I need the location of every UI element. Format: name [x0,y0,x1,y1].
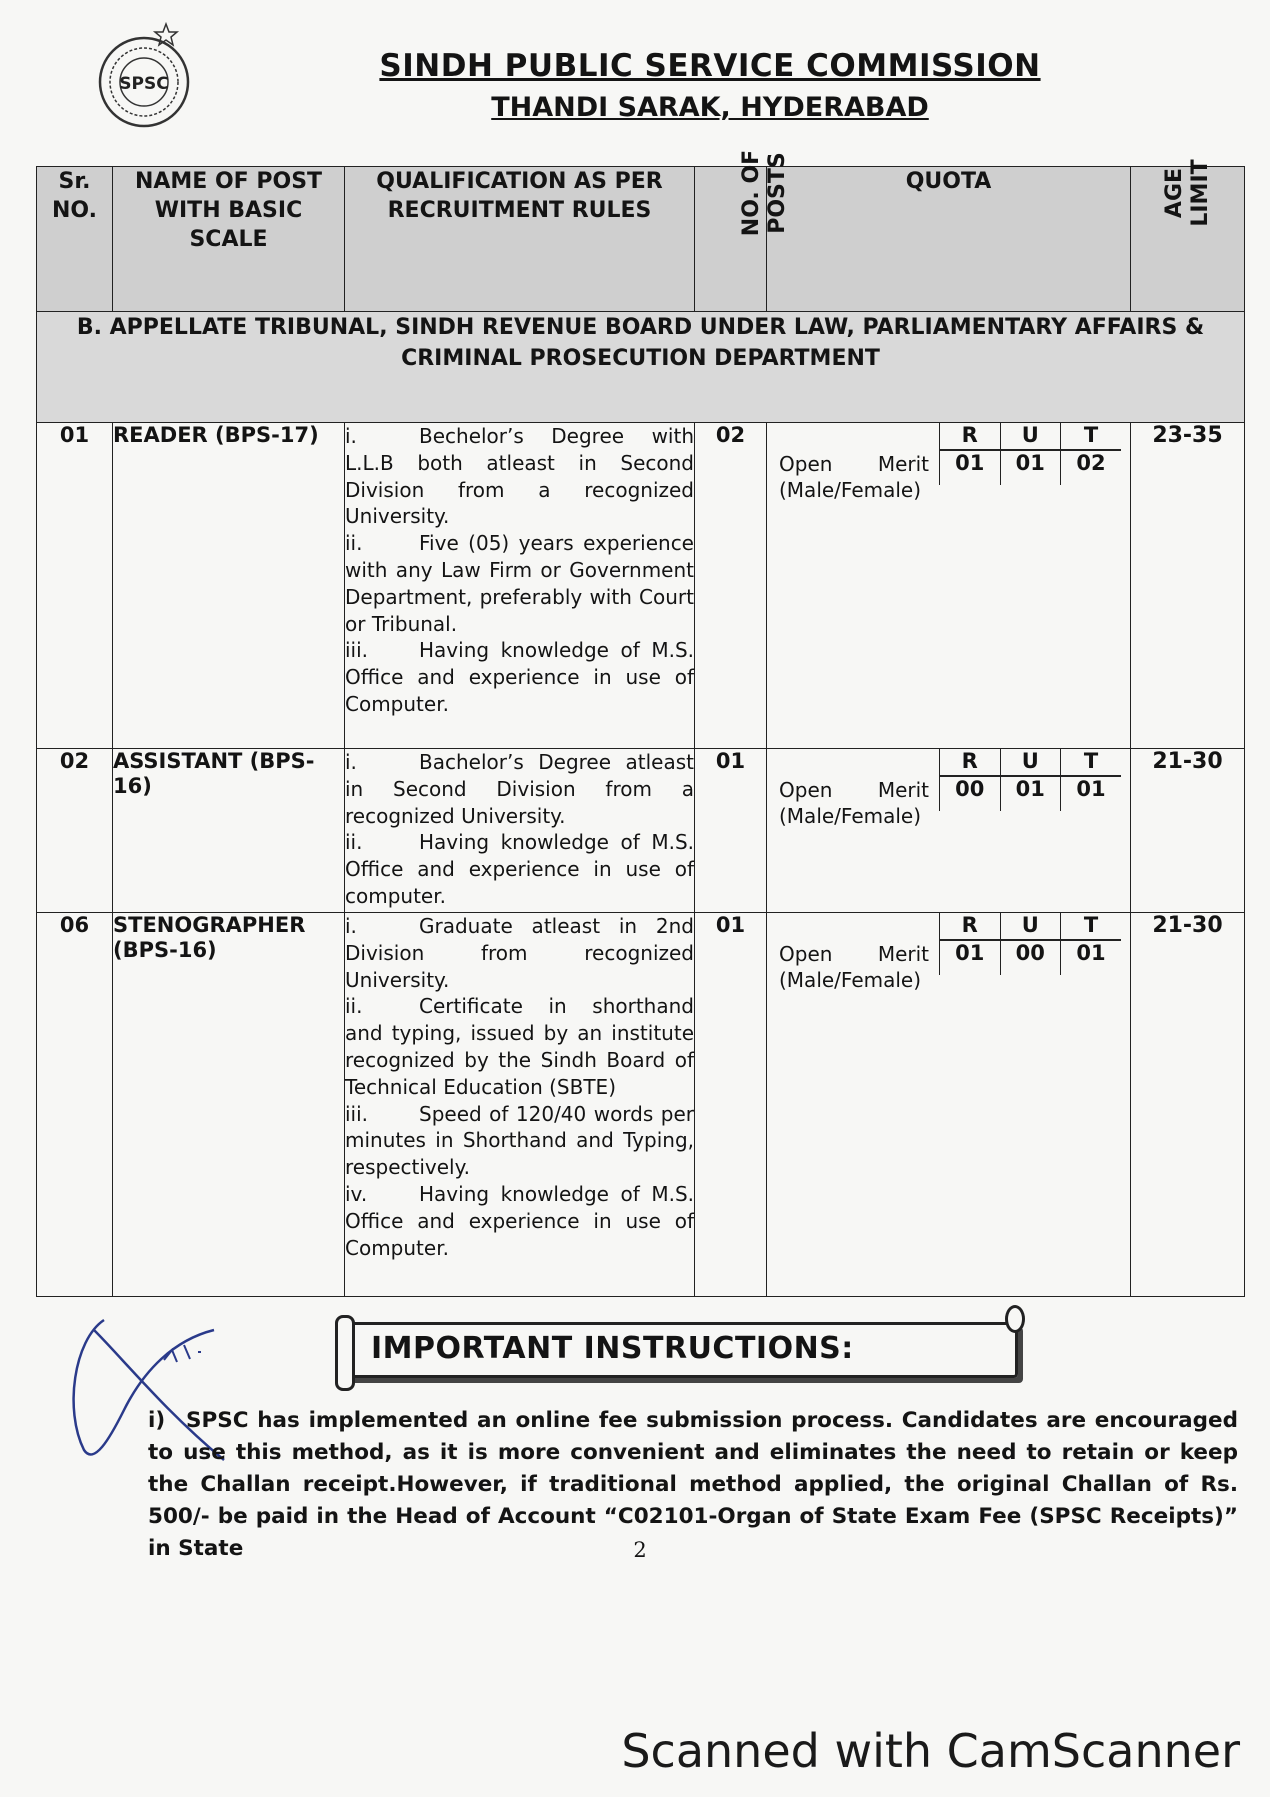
posts-table [36,149,1245,1297]
table-row [37,749,1245,913]
table-header-row [37,167,1245,312]
qual-item: ii. Having knowledge of M.S. Office and experience in use of computer. [345,830,694,908]
row-age: 23-35 [1131,423,1245,749]
qual-item: iii. Speed of 120/40 words per minutes in Shorthand and Typing, respectively. [345,1101,694,1180]
row-qualification [345,749,695,913]
qual-item: iv. Having knowledge of M.S. Office and experience in use of Computer. [345,1181,694,1260]
row-post: ASSISTANT (BPS-16) [113,749,345,913]
quota-merit: Open Merit (Male/Female) [779,942,929,992]
instruction-text: SPSC has implemented an online fee submission process. Candidates are encouraged to use this method, as it is more convenient and eliminates the need to retain or keep the Challan receipt.However, if traditional method applied, the original Challan of Rs. 500/- be paid in the Head of Account “C02101-Organ of State Exam Fee (SPSC Receipts)” in State [148,1408,1238,1561]
organization-title: SINDH PUBLIC SERVICE COMMISSION [379,48,1041,84]
column-quota: QUOTA [767,167,1131,312]
organization-address: THANDI SARAK, HYDERABAD [491,92,929,123]
spsc-logo-icon [88,20,200,132]
page-number: 2 [633,1538,647,1562]
row-qualification [345,913,695,1297]
row-age: 21-30 [1131,913,1245,1297]
camscanner-watermark: Scanned with CamScanner [621,1724,1240,1778]
row-posts: 02 [695,423,767,749]
column-post: NAME OF POST WITH BASIC SCALE [113,167,345,312]
section-title: B. APPELLATE TRIBUNAL, SINDH REVENUE BOARD UNDER LAW, PARLIAMENTARY AFFAIRS & CRIMINAL PROSECUTION DEPARTMENT [37,312,1245,423]
instructions-title: IMPORTANT INSTRUCTIONS: [371,1331,854,1366]
scroll-curl-left [335,1315,355,1391]
instruction-number: i) [148,1408,166,1433]
row-quota [767,913,1131,1297]
column-posts-label: NO. OF POSTS [739,149,790,237]
row-post: STENOGRAPHER (BPS-16) [113,913,345,1297]
column-sr: Sr. NO. [37,167,113,312]
column-age [1131,159,1245,312]
row-quota [767,749,1131,913]
qual-item: iii. Having knowledge of M.S. Office and experience in use of Computer. [345,638,694,716]
column-posts [695,149,790,312]
row-sr: 01 [37,423,113,749]
column-qualification: QUALIFICATION AS PER RECRUITMENT RULES [345,167,695,312]
quota-breakdown: R U T 01 00 01 [939,913,1121,975]
table-row [37,913,1245,1297]
row-sr: 02 [37,749,113,913]
quota-merit: Open Merit (Male/Female) [779,452,929,502]
quota-merit: Open Merit (Male/Female) [779,778,929,828]
row-posts: 01 [695,749,767,913]
qual-item: i. Graduate atleast in 2nd Division from recognized University. [345,914,694,992]
section-row [37,312,1245,423]
table-row [37,423,1245,749]
row-qualification [345,423,695,749]
instructions-banner [340,1322,1018,1378]
scroll-curl-right [1005,1305,1025,1333]
qual-item: i. Bechelor’s Degree with L.L.B both atleast in Second Division from a recognized University. [345,424,694,529]
instruction-item [148,1405,1238,1565]
qual-item: ii. Five (05) years experience with any Law Firm or Government Department, preferably with Court or Tribunal. [345,531,694,636]
qual-item: i. Bachelor’s Degree atleast in Second Division from a recognized University. [345,750,694,828]
column-age-label: AGE LIMIT [1161,159,1213,227]
row-sr: 06 [37,913,113,1297]
qual-item: ii. Certificate in shorthand and typing, issued by an institute recognized by the Sindh Board of Technical Education (SBTE) [345,994,694,1099]
quota-breakdown: R U T 00 01 01 [939,749,1121,811]
row-age: 21-30 [1131,749,1245,913]
row-post: READER (BPS-17) [113,423,345,749]
row-quota [767,423,1131,749]
quota-breakdown: R U T 01 01 02 [939,423,1121,485]
row-posts: 01 [695,913,767,1297]
svg-text:SPSC: SPSC [119,74,169,94]
